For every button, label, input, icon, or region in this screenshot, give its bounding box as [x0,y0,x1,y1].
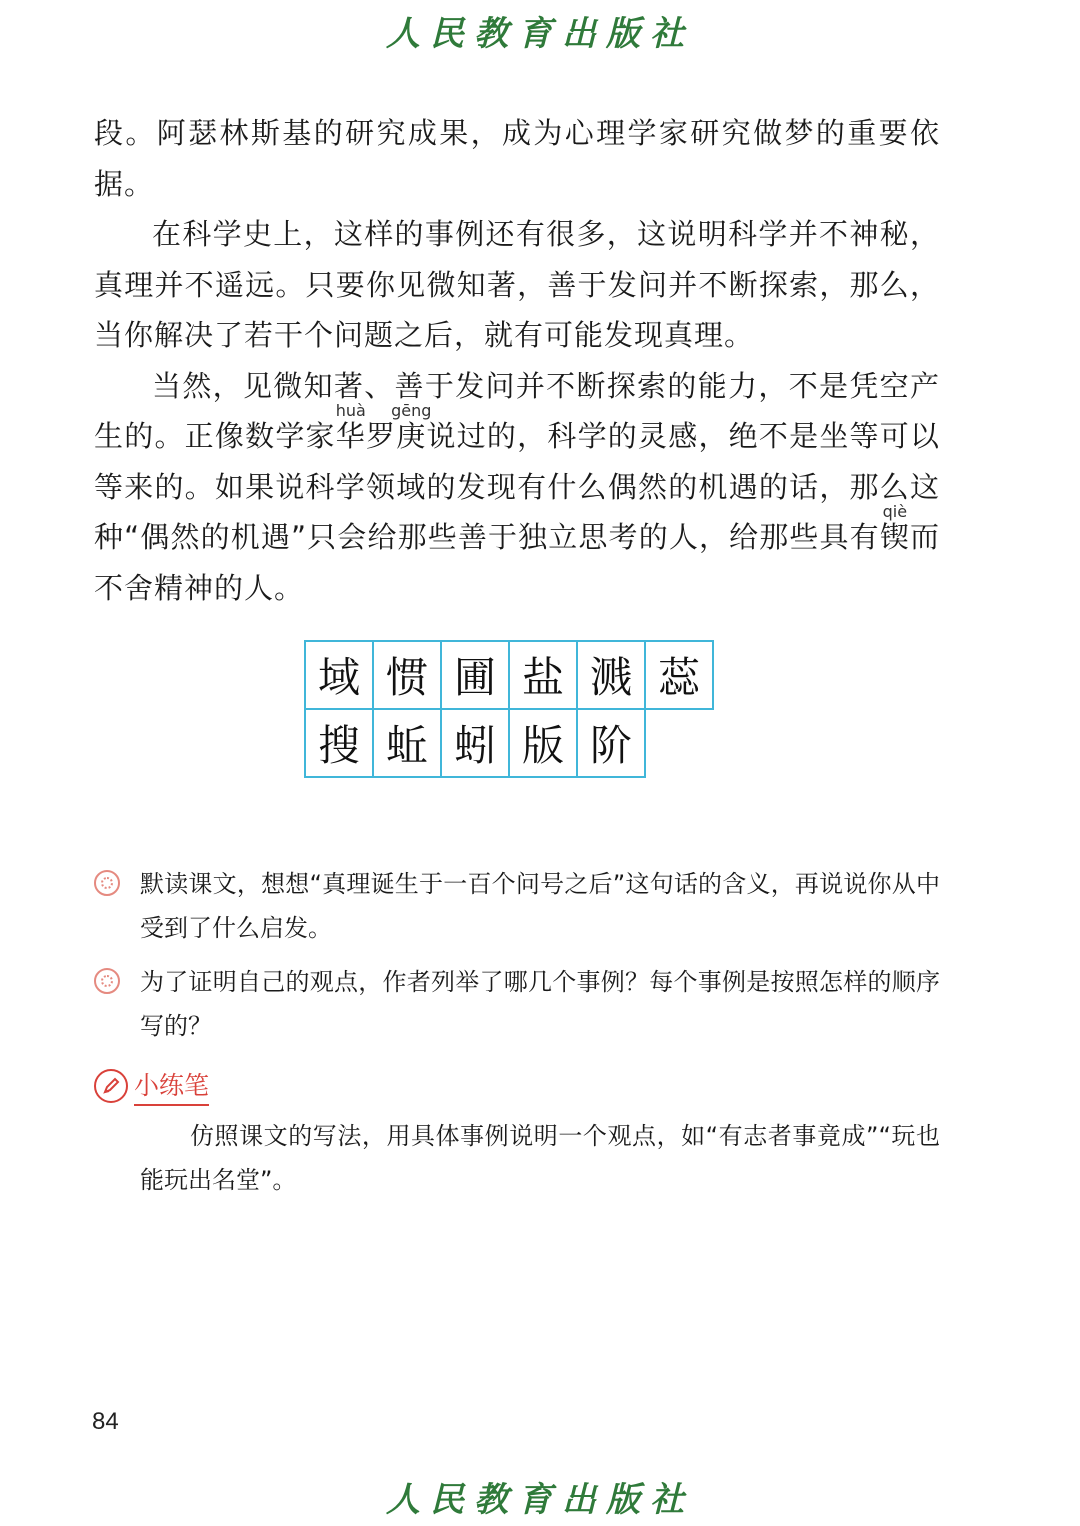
char-luo: 罗 [365,419,397,453]
char-cell: 蚯 [372,708,442,778]
paragraph-3 [94,361,940,614]
pen-icon [94,1069,128,1103]
practice-title: 小练笔 [134,1066,209,1106]
char-cell: 惯 [372,640,442,710]
pinyin-qie: qiè [879,502,910,521]
ruby-qie: 锲qiè [879,502,910,554]
question-item [94,960,940,1048]
paragraph-3-part-c: 而不舍精神的人。 [94,520,940,605]
char-cell: 圃 [440,640,510,710]
question-item [94,862,940,950]
char-cell: 版 [508,708,578,778]
page-number: 84 [92,1408,119,1435]
paragraph-1: 段。阿瑟林斯基的研究成果，成为心理学家研究做梦的重要依据。 [94,116,940,201]
question-text: 为了证明自己的观点，作者列举了哪几个事例？每个事例是按照怎样的顺序写的？ [140,968,940,1040]
pinyin-hua: huà [335,401,366,420]
new-characters-grid [304,640,712,776]
question-bullet-icon [94,870,120,896]
lesson-body [94,108,940,613]
char-cell: 搜 [304,708,374,778]
grid-row-1 [304,640,712,708]
ruby-geng: 庚gēng [391,401,432,453]
publisher-header: 人民教育出版社 [386,14,694,54]
paragraph-2: 在科学史上，这样的事例还有很多，这说明科学并不神秘，真理并不遥远。只要你见微知著，善于发问并不断探索，那么，当你解决了若干个问题之后，就有可能发现真理。 [94,217,940,352]
practice-heading [94,1066,209,1106]
ruby-hua: 华huà [335,401,366,453]
paragraph-3-part-b: 说过的，科学的灵感，绝不是坐等可以等来的。如果说科学领域的发现有什么偶然的机遇的话，那么这种“偶然的机遇”只会给那些善于独立思考的人，给那些具有 [94,419,940,554]
publisher-footer: 人民教育出版社 [386,1480,694,1520]
practice-text: 仿照课文的写法，用具体事例说明一个观点，如“有志者事竟成”“玩也能玩出名堂”。 [140,1122,940,1194]
question-text: 默读课文，想想“真理诞生于一百个问号之后”这句话的含义，再说说你从中受到了什么启发。 [140,870,940,942]
char-cell: 蚓 [440,708,510,778]
char-cell: 域 [304,640,374,710]
paragraph-3-part-a: 当然，见微知著、善于发问并不断探索的能力，不是凭空产生的。正像数学家 [94,368,940,453]
char-cell: 阶 [576,708,646,778]
exercise-questions [94,862,940,1058]
grid-row-2 [304,708,712,776]
char-cell: 盐 [508,640,578,710]
pinyin-geng: gēng [391,401,432,420]
char-cell: 溅 [576,640,646,710]
char-cell: 蕊 [644,640,714,710]
question-bullet-icon [94,968,120,994]
